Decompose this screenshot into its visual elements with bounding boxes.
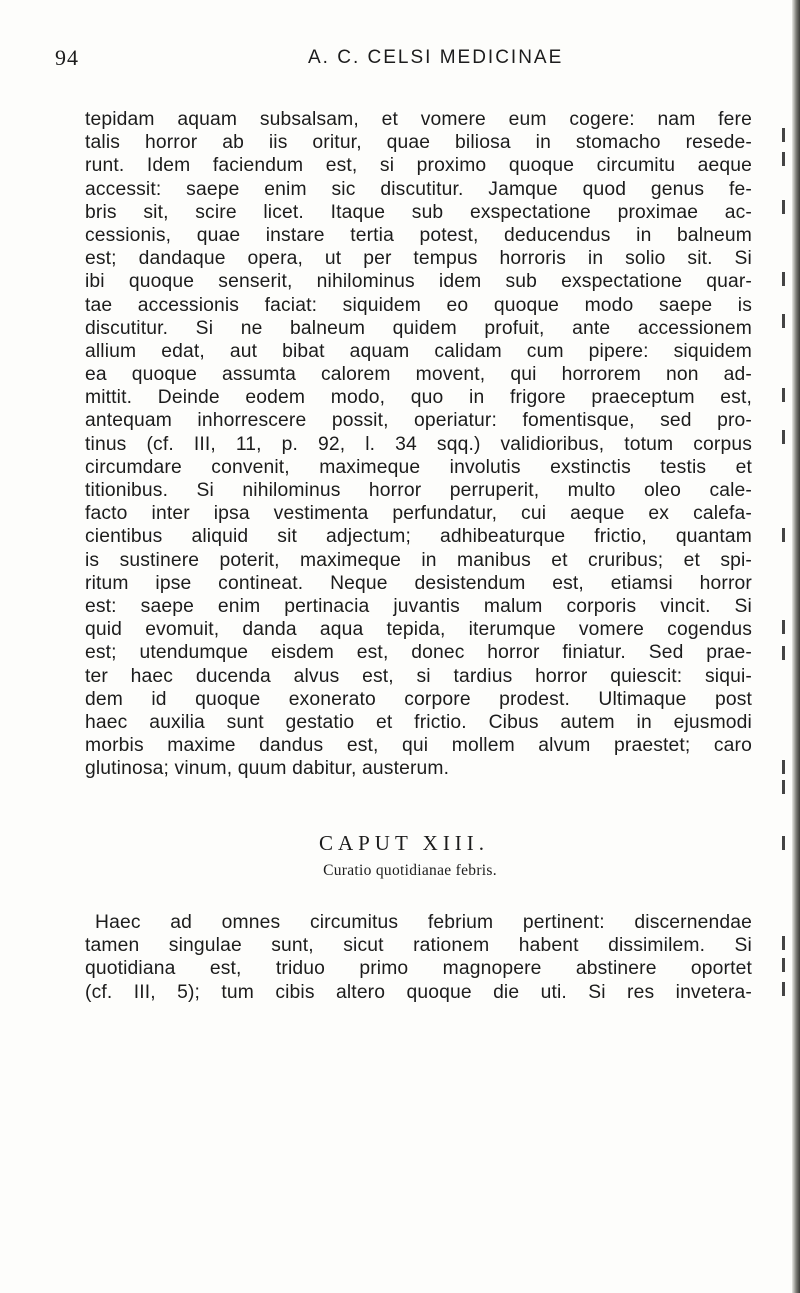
page-edge-shadow	[792, 0, 800, 1293]
text-line: titionibus. Si nihilominus horror perruperit, multo oleo cale-	[85, 480, 752, 501]
text-line: cientibus aliquid sit adjectum; adhibeaturque frictio, quantam	[85, 526, 752, 548]
text-line: talis horror ab iis oritur, quae biliosa in stomacho resede-	[85, 132, 752, 154]
chapter-title	[0, 831, 800, 856]
text-line: ter haec ducenda alvus est, si tardius horror quiescit: siqui-	[85, 665, 752, 687]
text-line: est; utendumque eisdem est, donec horror finiatur. Sed prae-	[85, 642, 752, 664]
chapter-subtitle-text: Curatio quotidianae febris.	[323, 862, 497, 879]
text-line: tamen singulae sunt, sicut rationem habent dissimilem. Si	[85, 935, 752, 957]
paragraph-1	[85, 108, 752, 780]
page-number: 94	[55, 45, 79, 70]
chapter-subtitle	[0, 862, 800, 880]
text-line: ibi quoque senserit, nihilominus idem sub exspectatione quar-	[85, 271, 752, 293]
text-line: discutitur. Si ne balneum quidem profuit, ante accessionem	[85, 317, 752, 339]
text-line: morbis maxime dandus est, qui mollem alvum praestet; caro	[85, 735, 752, 757]
text-line: tepidam aquam subsalsam, et vomere eum cogere: nam fere	[85, 109, 752, 130]
text-line: ritum ipse contineat. Neque desistendum est, etiamsi horror	[85, 572, 752, 594]
text-line: mittit. Deinde eodem modo, quo in frigore praeceptum est,	[85, 387, 752, 409]
paragraph-2	[85, 911, 752, 1004]
text-line: allium edat, aut bibat aquam calidam cum pipere: siquidem	[85, 340, 752, 362]
text-line: tae accessionis faciat: siquidem eo quoque modo saepe is	[85, 294, 752, 316]
text-line: accessit: saepe enim sic discutitur. Jamque quod genus fe-	[85, 178, 752, 200]
text-line: ea quoque assumta calorem movent, qui horrorem non ad-	[85, 364, 752, 386]
chapter-title-text: CAPUT XIII.	[318, 831, 490, 855]
text-line: quid evomuit, danda aqua tepida, iterumque vomere cogendus	[85, 619, 752, 641]
text-line: tinus (cf. III, 11, p. 92, l. 34 sqq.) validioribus, totum corpus	[85, 433, 752, 455]
text-line: haec auxilia sunt gestatio et frictio. Cibus autem in ejusmodi	[85, 711, 752, 733]
running-header	[0, 45, 800, 75]
text-line: dem id quoque exonerato corpore prodest. Ultimaque post	[85, 688, 752, 710]
page-edge-marks	[782, 0, 790, 1293]
text-line: glutinosa; vinum, quum dabitur, austerum.	[85, 758, 450, 780]
text-line: cessionis, quae instare tertia potest, deducendus in balneum	[85, 224, 752, 246]
text-line: Haec ad omnes circumitus febrium pertinent: discernendae	[95, 912, 752, 933]
running-title: A. C. CELSI MEDICINAE	[308, 47, 564, 68]
text-line: est; dandaque opera, ut per tempus horroris in solio sit. Si	[85, 248, 752, 270]
text-line: runt. Idem faciendum est, si proximo quoque circumitu aeque	[85, 155, 752, 177]
text-line: (cf. III, 5); tum cibis altero quoque die uti. Si res invetera-	[85, 981, 752, 1003]
text-line: antequam inhorrescere possit, operiatur: fomentisque, sed pro-	[85, 410, 752, 432]
text-line: is sustinere poterit, maximeque in manibus et cruribus; et spi-	[85, 549, 752, 571]
text-line: est: saepe enim pertinacia juvantis malum corporis vincit. Si	[85, 595, 752, 617]
text-line: quotidiana est, triduo primo magnopere abstinere oportet	[85, 958, 752, 980]
text-line: bris sit, scire licet. Itaque sub exspectatione proximae ac-	[85, 201, 752, 223]
text-line: facto inter ipsa vestimenta perfundatur, cui aeque ex calefa-	[85, 503, 752, 525]
text-line: circumdare convenit, maximeque involutis exstinctis testis et	[85, 456, 752, 478]
